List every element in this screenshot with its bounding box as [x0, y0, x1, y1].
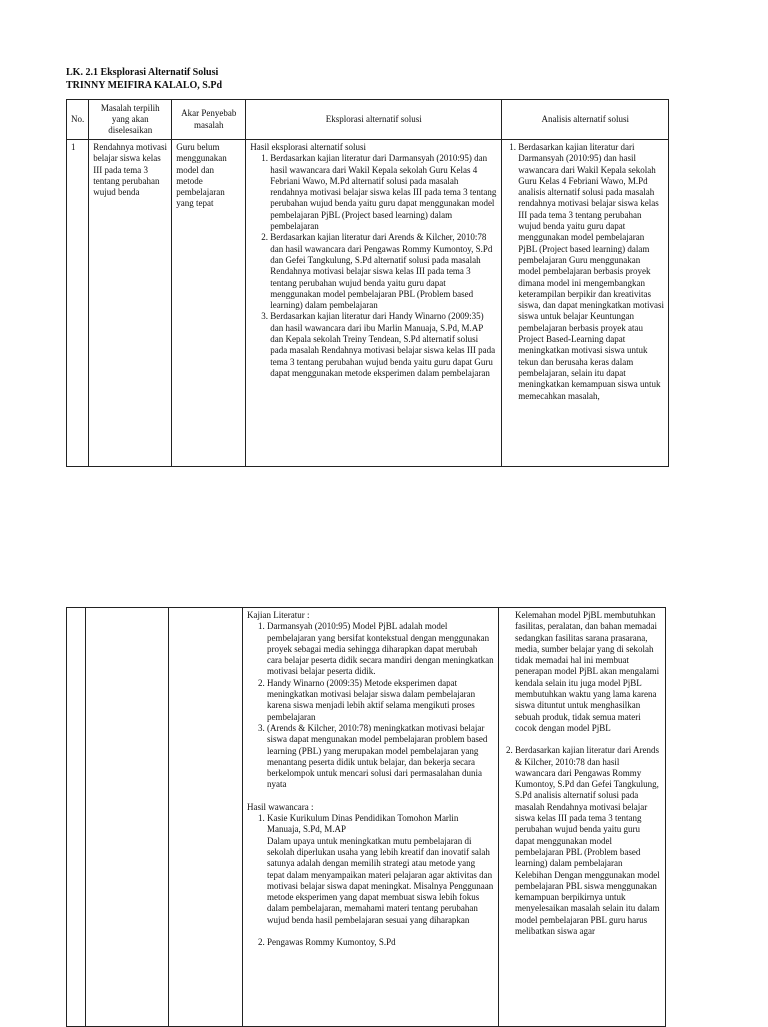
- analisis-list: [506, 142, 664, 402]
- list-item: 1. Berdasarkan kajian literatur dari Darmansyah (2010:95) dan hasil wawancara dari Wakil Kepala sekolah Guru Kelas 4 Febriani Wawo, M.Pd alternatif solusi pada masalah rendahnya motivasi belajar siswa kelas III pada tema 3 tentang perubahan wujud benda yaitu guru dapat menggunakan model pembelajaran PjBL (Project based learning) dalam pembelajaran: [270, 153, 497, 232]
- eksplorasi-list: [250, 153, 497, 379]
- cell-analisis: [502, 140, 669, 467]
- cell-masalah: Rendahnya motivasi belajar siswa kelas III pada tema 3 tentang perubahan wujud benda: [89, 140, 172, 467]
- title-line: LK. 2.1 Eksplorasi Alternatif Solusi: [66, 67, 219, 78]
- cell-akar: Guru belum menggunakan model dan metode pembelajaran yang tepat: [172, 140, 246, 467]
- wawancara-source: Kasie Kurikulum Dinas Pendidikan Tomohon Marlin Manuaja, S.Pd, M.AP: [267, 813, 459, 835]
- header-akar: Akar Penyebab masalah: [172, 100, 246, 140]
- cell-akar-empty: [169, 608, 243, 1027]
- cell-eksplorasi: [243, 608, 499, 1027]
- cell-masalah-empty: [86, 608, 169, 1027]
- table-row: [67, 140, 669, 467]
- header-no: No.: [67, 100, 89, 140]
- header-analisis: Analisis alternatif solusi: [502, 100, 669, 140]
- list-item: 1. Darmansyah (2010:95) Model PjBL adalah model pembelajaran yang bersifat kontekstual dengan menggunakan proyek sebagai media sehingga diharapkan dapat merubah cara belajar peserta didik secara mandiri dengan meningkatkan motivasi belajar peserta didik.: [267, 621, 494, 677]
- header-masalah: Masalah terpilih yang akan diselesaikan: [89, 100, 172, 140]
- wawancara-text: Dalam upaya untuk meningkatkan mutu pembelajaran di sekolah diperlukan usaha yang lebih kreatif dan inovatif salah satunya adalah dengan memilih strategi atau metode yang tepat dalam menyampaikan materi pelajaran agar aktivitas dan motivasi belajar siswa dapat meningkat. Misalnya Penggunaan metode eksperimen yang dapat membuat siswa lebih fokus dalam pembelajaran, memahami materi tentang perubahan wujud benda hasil pembelajaran sesuai yang diharapkan: [267, 835, 494, 925]
- document-title: [66, 66, 222, 92]
- cell-analisis: [499, 608, 666, 1027]
- header-eksplorasi: Eksplorasi alternatif solusi: [246, 100, 502, 140]
- wawancara-list: [247, 813, 494, 948]
- solution-table-page1: [66, 99, 669, 467]
- table-row: [67, 608, 666, 1027]
- cell-no: 1: [67, 140, 89, 467]
- eksplorasi-heading: Hasil eksplorasi alternatif solusi: [250, 142, 366, 152]
- list-item: 2. Berdasarkan kajian literatur dari Arends & Kilcher, 2010:78 dan hasil wawancara dari Pengawas Rommy Kumontoy, S.Pd dan Gefei Tangkulung, S.Pd analisis alternatif solusi pada masalah Rendahnya motivasi belajar siswa kelas III pada tema 3 tentang perubahan wujud benda yaitu guru dapat menggunakan model pembelajaran PBL (Problem based learning) dalam pembelajaran Kelebihan Dengan menggunakan model pembelajaran PBL siswa menggunakan kemampuan berpikirnya untuk menyelesaikan masalah selain itu dalam model pembelajaran PBL guru harus melibatkan siswa agar: [515, 745, 661, 937]
- kajian-list: [247, 621, 494, 790]
- analisis-list: [503, 745, 661, 937]
- list-item: 1. Berdasarkan kajian literatur dari Darmansyah (2010:95) dan hasil wawancara dari Wakil Kepala sekolah Guru Kelas 4 Febriani Wawo, M.Pd analisis alternatif solusi pada masalah rendahnya motivasi belajar siswa kelas III pada tema 3 tentang perubahan wujud benda yaitu guru dapat menggunakan model pembelajaran PjBL (Project based learning) dalam pembelajaran Guru menggunakan model pembelajaran berbasis proyek dimana model ini mengembangkan keterampilan berpikir dan kreativitas siswa, dan dapat meningkatkan motivasi siswa untuk belajar Keuntungan pembelajaran berbasis proyek atau Project Based-Learning dapat meningkatkan motivasi siswa untuk tekun dan berusaha keras dalam pembelajaran, selain itu dapat meningkatkan kemampuan siswa untuk memecahkan masalah,: [518, 142, 664, 402]
- list-item: 3. (Arends & Kilcher, 2010:78) meningkatkan motivasi belajar siswa dapat mengunakan model pembelajaran problem based learning (PBL) yang merupakan model pembelajaran yang menantang peserta didik untuk belajar, dan bekerja secara berkelompok untuk mencari solusi dari permasalahan dunia nyata: [267, 723, 494, 791]
- author-line: TRINNY MEIFIRA KALALO, S.Pd: [66, 80, 223, 91]
- kajian-heading: Kajian Literatur :: [247, 610, 310, 620]
- list-item: [267, 813, 494, 937]
- list-item: 2. Pengawas Rommy Kumontoy, S.Pd: [267, 937, 494, 948]
- analisis-kelemahan: Kelemahan model PjBL membutuhkan fasilitas, peralatan, dan bahan memadai sedangkan fasilitas sarana prasarana, media, sumber belajar yang di sekolah tidak memadai hal ini membuat penerapan model PjBL akan mengalami kendala selain itu juga model PjBL membutuhkan waktu yang lama karena siswa dituntut untuk menghasilkan sebuah produk, tidak semua materi cocok dengan model PjBL: [515, 610, 660, 733]
- wawancara-heading: Hasil wawancara :: [247, 801, 314, 812]
- list-item: 2. Berdasarkan kajian literatur dari Arends & Kilcher, 2010:78 dan hasil wawancara dari Pengawas Rommy Kumontoy, S.Pd dan Gefei Tangkulung, S.Pd alternatif solusi pada masalah Rendahnya motivasi belajar siswa kelas III pada tema 3 tentang perubahan wujud benda yaitu guru dapat menggunakan model pembelajaran PBL (Problem based learning) dalam pembelajaran: [270, 232, 497, 311]
- cell-eksplorasi: [246, 140, 502, 467]
- list-item: 2. Handy Winarno (2009:35) Metode eksperimen dapat meningkatkan motivasi belajar siswa dalam pembelajaran karena siswa menjadi lebih aktif selama mengikuti proses pembelajaran: [267, 678, 494, 723]
- solution-table-page2: [66, 607, 666, 1027]
- table-header-row: [67, 100, 669, 140]
- cell-no-empty: [67, 608, 86, 1027]
- list-item: 3. Berdasarkan kajian literatur dari Handy Winarno (2009:35) dan hasil wawancara dari ibu Marlin Manuaja, S.Pd, M.AP dan Kepala sekolah Treiny Tendean, S.Pd alternatif solusi pada masalah Rendahnya motivasi belajar siswa kelas III pada tema 3 tentang perubahan wujud benda yaitu guru dapat Guru dapat menggunakan metode eksperimen dalam pembelajaran: [270, 311, 497, 379]
